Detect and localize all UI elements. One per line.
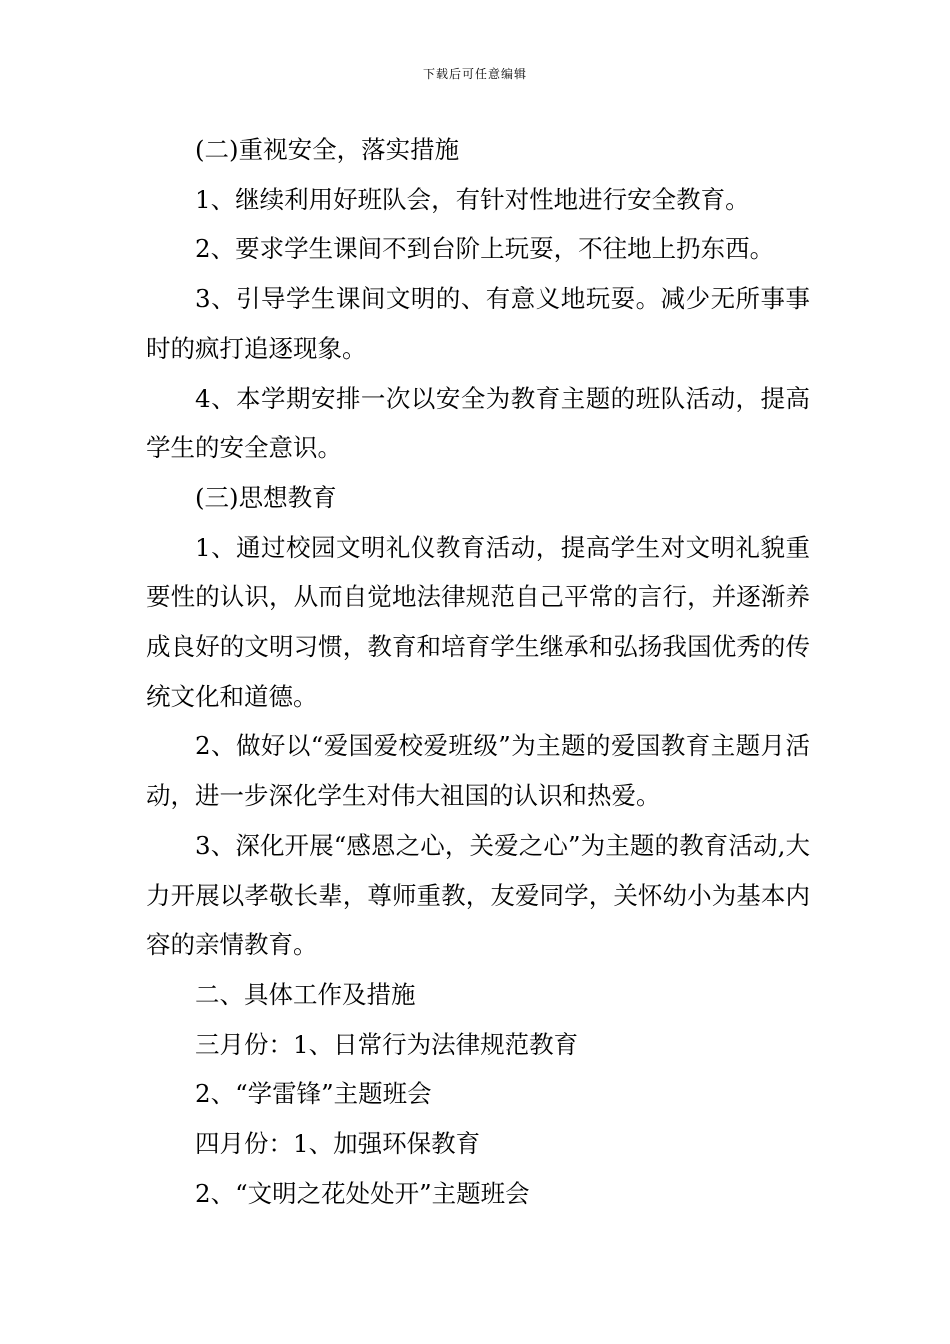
paragraph-safety-3: 3、引导学生课间文明的、有意义地玩耍。减少无所事事时的疯打追逐现象。 (146, 284, 810, 363)
paragraph-safety-2: 2、要求学生课间不到台阶上玩耍，不往地上扔东西。 (195, 234, 775, 264)
document-body (146, 125, 810, 1218)
plan-march-1: 三月份：1、日常行为法律规范教育 (195, 1029, 579, 1059)
paragraph-safety-1: 1、继续利用好班队会，有针对性地进行安全教育。 (195, 184, 750, 214)
section-heading-measures: 二、具体工作及措施 (195, 979, 416, 1009)
page-header: 下载后可任意编辑 (422, 67, 527, 81)
section-heading-safety: (二)重视安全，落实措施 (195, 135, 460, 164)
plan-april-2: 2、“文明之花处处开”主题班会 (195, 1178, 530, 1208)
paragraph-ideology-2: 2、做好以“爱国爱校爱班级”为主题的爱国教育主题月活动，进一步深化学生对伟大祖国的认识和热爱。 (146, 731, 810, 811)
plan-march-2: 2、“学雷锋”主题班会 (195, 1079, 432, 1109)
paragraph-ideology-3: 3、深化开展“感恩之心，关爱之心”为主题的教育活动,大力开展以孝敬长辈，尊师重教，友爱同学，关怀幼小为基本内容的亲情教育。 (146, 830, 810, 960)
section-heading-ideology: (三)思想教育 (195, 482, 337, 512)
plan-april-1: 四月份：1、加强环保教育 (195, 1129, 481, 1159)
paragraph-ideology-1: 1、通过校园文明礼仪教育活动，提高学生对文明礼貌重要性的认识，从而自觉地法律规范自己平常的言行，并逐渐养成良好的文明习惯，教育和培育学生继承和弘扬我国优秀的传统文化和道德。 (146, 532, 810, 711)
paragraph-safety-4: 4、本学期安排一次以安全为教育主题的班队活动，提高学生的安全意识。 (146, 383, 810, 463)
